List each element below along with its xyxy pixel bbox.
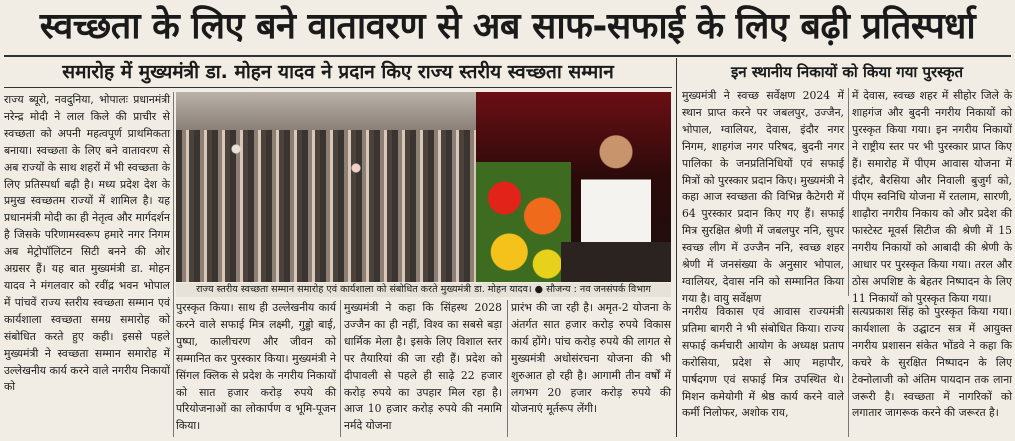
article-column-4: प्रारंभ की जा रही है। अमृत-2 योजना के अंतर्गत सात हजार करोड़ रुपये विकास कार्य होंगे। पांच करोड़ रुपये की लागत से मुख्यमंत्री अधोसंरचना योजना की भी शुरुआत हो रही है। आगामी तीन वर्षों में लगभग 20 हजार करोड़ रुपये की योजनाएं मूर्तरूप लेंगी। <box>511 301 671 416</box>
headline: स्वच्छता के लिए बने वातावरण से अब साफ-सफाई के लिए बढ़ी प्रतिस्पर्धा <box>39 6 976 47</box>
audience-image <box>176 92 476 282</box>
column-divider <box>848 304 849 437</box>
column-divider <box>340 300 341 437</box>
side-story-right: में देवास, स्वच्छ शहर में सीहोर जिले के शाहगंज और बुदनी नगरीय निकायों को पुरस्कृत किया गया। इन नगरीय निकायों ने राष्ट्रीय स्तर पर भी पुरस्कार प्राप्त किए हैं। समारोह में पीएम आवास योजना में इंदौर, बैरसिया और निवाली बुजुर्ग को, पीएम स्वनिधि योजना में रतलाम, सारणी, शाढ़ौरा नगरीय निकाय को और प्रदेश की फास्टेस्ट मूवर्स सिटीज की श्रेणी में 15 नगरीय निकायों को आबादी की श्रेणी के आधार पर पुरस्कृत किया गया। तरल और ठोस अपशिष्ट के बेहतर निष्पादन के लिए 11 निकायों को पुरस्कृत किया गया। <box>852 89 1012 305</box>
article-column-6: सत्यप्रकाश सिंह को पुरस्कृत किया गया। कार्यशाला के उद्घाटन सत्र में आयुक्त नगरीय प्रशासन संकेत भोंडवे ने कहा कि कचरे के सुरक्षित निष्पादन के लिए टेक्नोलाजी को अंतिम पायदान तक लाना जरूरी है। स्वच्छता में नागरिकों को लगातार जागरूक करने की जरूरत है। <box>852 305 1012 420</box>
column-divider <box>507 300 508 437</box>
flower-decoration <box>476 162 571 282</box>
column-divider <box>173 92 174 437</box>
article-column-5: नगरीय विकास एवं आवास राज्यमंत्री प्रतिमा बागरी ने भी संबोधित किया। राज्य सफाई कर्मचारी आयोग के अध्यक्ष प्रताप करोसिया, प्रदेश से आए महापौर, पार्षदगण एवं सफाई मित्र उपस्थित थे। मिशन कमेयोगी में श्रेष्ठ कार्य करने वाले कर्मी निलोफर, अशोक राय, <box>682 305 844 420</box>
event-photo <box>176 92 671 282</box>
podium <box>561 242 671 282</box>
headline-rule <box>4 55 1011 57</box>
subhead-rule <box>4 87 672 88</box>
article-column-2: पुरस्कृत किया। साथ ही उल्लेखनीय कार्य करने वाले सफाई मित्र लक्ष्मी, गुड्डो बाई, पुष्पा, कालीचरण और जीवन को सम्मानित कर पुरस्कार किया। मुख्यमंत्री ने सिंगल क्लिक से प्रदेश के नगरीय निकायों को सात हजार करोड़ रुपये की परियोजनाओं का लोकार्पण व भूमि-पूजन किया। <box>176 301 336 433</box>
article-column-1: राज्य ब्यूरो, नवदुनिया, भोपालः प्रधानमंत्री नरेन्द्र मोदी ने लाल किले की प्राचीर से स्वच्छता को अपनी महत्वपूर्ण प्राथमिकता बनाया। स्वच्छता के लिए बने वातावरण से अब राज्यों के साथ शहरों में भी स्वच्छता के लिए प्रतिस्पर्धा बढ़ी है। मध्य प्रदेश देश के प्रमुख स्वच्छतम राज्यों में शामिल है। यह प्रधानमंत्री मोदी का ही नेतृत्व और मार्गदर्शन है जिसके परिणामस्वरूप हमारे नगर निगम अब मेट्रोपॉलिटन सिटी बनने की ओर अग्रसर हैं। यह बात मुख्यमंत्री डा. मोहन यादव ने मंगलवार को रवींद्र भवन भोपाल में पांचवें राज्य स्तरीय स्वच्छता सम्मान एवं कार्यशाला स्वच्छता समग्र समारोह को संबोधित करते हुए कही। इससे पहले मुख्यमंत्री ने स्वच्छता सम्मान समारोह में उल्लेखनीय कार्य करने वाले नगरीय निकायों को <box>4 93 170 394</box>
photo-caption: राज्य स्तरीय स्वच्छता सम्मान समारोह एवं कार्यशाला को संबोधित करते मुख्यमंत्री डा. मोहन यादव। ● सौजन्य : नव जनसंपर्क विभाग <box>176 283 671 297</box>
column-divider <box>676 58 677 437</box>
side-heading: इन स्थानीय निकायों को किया गया पुरस्कृत <box>730 63 964 81</box>
subheadline: समारोह में मुख्यमंत्री डा. मोहन यादव ने प्रदान किए राज्य स्तरीय स्वच्छता सम्मान <box>62 61 614 83</box>
article-column-3: मुख्यमंत्री ने कहा कि सिंहस्थ 2028 उज्जैन का ही नहीं, विश्व का सबसे बड़ा धार्मिक मेला है। इसके लिए विशाल स्तर पर तैयारियां की जा रही हैं। प्रदेश को दीपावली से पहले ही साढ़े 22 हजार करोड़ रुपये का उपहार मिल रहा है। आज 10 हजार करोड़ रुपये की नमामि नर्मदे योजना <box>344 301 502 433</box>
side-story-left: मुख्यमंत्री ने स्वच्छ सर्वेक्षण 2024 में स्थान प्राप्त करने पर जबलपुर, उज्जैन, भोपाल, ग्वालियर, देवास, इंदौर नगर निगम, शाहगंज नगर परिषद, बुदनी नगर पालिका के जनप्रतिनिधियों एवं सफाई मित्रों को पुरस्कार प्रदान किए। मुख्यमंत्री ने कहा आज स्वच्छता की विभिन्न कैटेगरी में 64 पुरस्कार प्रदान किए गए हैं। सफाई मित्र सुरक्षित श्रेणी में जबलपुर ननि, सुपर स्वच्छ लीग में उज्जैन ननि, स्वच्छ शहर श्रेणी में जनसंख्या के अनुसार भोपाल, ग्वालियर, देवास ननि को सम्मानित किया गया है। वायु सर्वेक्षण <box>682 89 844 305</box>
column-divider <box>848 88 849 296</box>
